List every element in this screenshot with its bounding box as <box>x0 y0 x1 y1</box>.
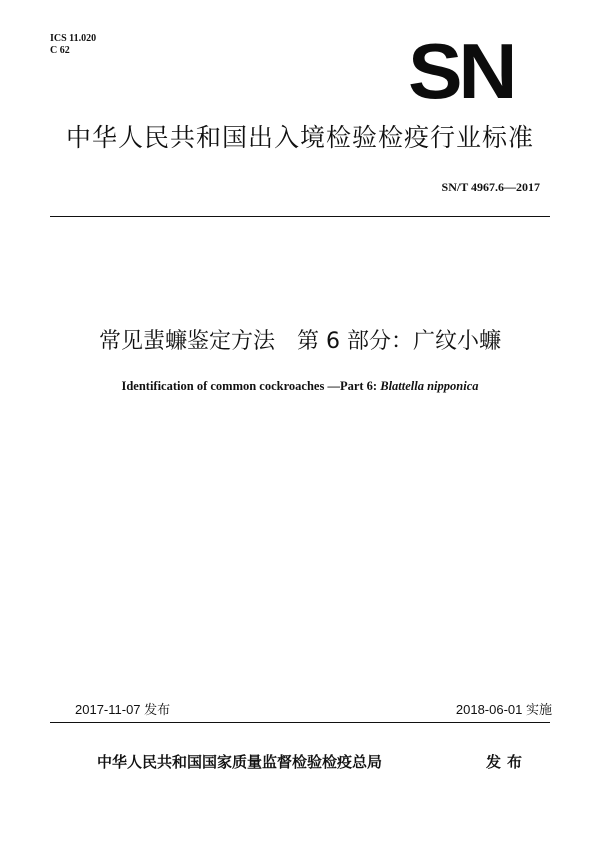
document-title-chinese: 常见蜚蠊鉴定方法 第 6 部分：广纹小蠊 <box>99 329 501 354</box>
authority-title: 中华人民共和国出入境检验检疫行业标准 <box>65 123 534 152</box>
footer-divider <box>50 722 550 723</box>
standard-number: SN/T 4967.6—2017 <box>441 180 540 194</box>
classification-codes <box>50 33 96 57</box>
issue-date: 2017-11-07 发布 <box>75 702 171 717</box>
english-title-species: Blattella nipponica <box>380 379 479 393</box>
publisher-name: 中华人民共和国国家质量监督检验检疫总局 <box>97 753 383 771</box>
header-divider <box>50 216 550 217</box>
ccs-code: C 62 <box>50 45 70 56</box>
publish-label: 发布 <box>486 753 529 771</box>
ics-code: ICS 11.020 <box>50 33 97 44</box>
implementation-date: 2018-06-01 实施 <box>455 702 552 717</box>
document-title-english <box>0 378 600 394</box>
sn-logo: SN <box>408 27 514 115</box>
english-title-prefix: Identification of common cockroaches —Part 6: <box>121 379 381 393</box>
